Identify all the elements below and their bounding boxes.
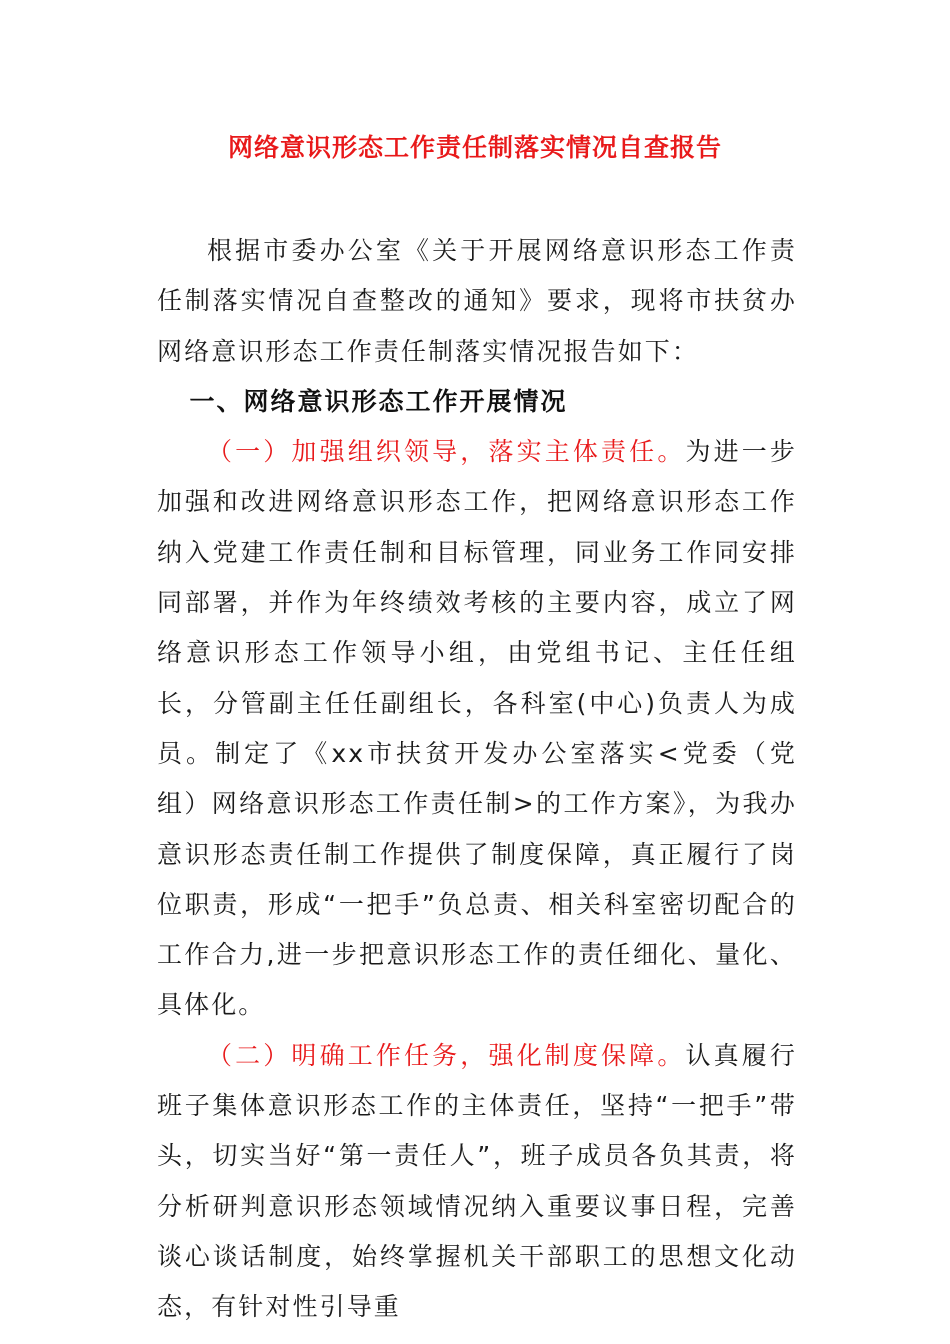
document-body xyxy=(157,226,797,1333)
item-2-paragraph xyxy=(157,1031,797,1333)
item-2-lead: （二）明确工作任务，强化制度保障。 xyxy=(207,1040,686,1070)
item-1-paragraph xyxy=(157,427,797,1031)
section-heading: 一、网络意识形态工作开展情况 xyxy=(189,386,568,416)
document-title: 网络意识形态工作责任制落实情况自查报告 xyxy=(227,133,722,162)
item-2-body: 认真履行班子集体意识形态工作的主体责任，坚持“一把手”带头，切实当好“第一责任人”，班子成员各负其责，将分析研判意识形态领域情况纳入重要议事日程，完善谈心谈话制度，始终掌握机关干部职工的思想文化动态，有针对性引导重 xyxy=(157,1040,798,1322)
item-1-body: 为进一步加强和改进网络意识形态工作，把网络意识形态工作纳入党建工作责任制和目标管理，同业务工作同安排同部署，并作为年终绩效考核的主要内容，成立了网络意识形态工作领导小组，由党组书记、主任任组长，分管副主任任副组长，各科室(中心)负责人为成员。制定了《xx市扶贫开发办公室落实<党委（党组）网络意识形态工作责任制>的工作方案》，为我办意识形态责任制工作提供了制度保障，真正履行了岗位职责，形成“一把手”负总责、相关科室密切配合的工作合力,进一步把意识形态工作的责任细化、量化、具体化。 xyxy=(157,437,798,1020)
intro-paragraph: 根据市委办公室《关于开展网络意识形态工作责任制落实情况自查整改的通知》要求，现将市扶贫办网络意识形态工作责任制落实情况报告如下： xyxy=(157,236,797,366)
item-1-lead: （一）加强组织领导，落实主体责任。 xyxy=(207,437,686,467)
